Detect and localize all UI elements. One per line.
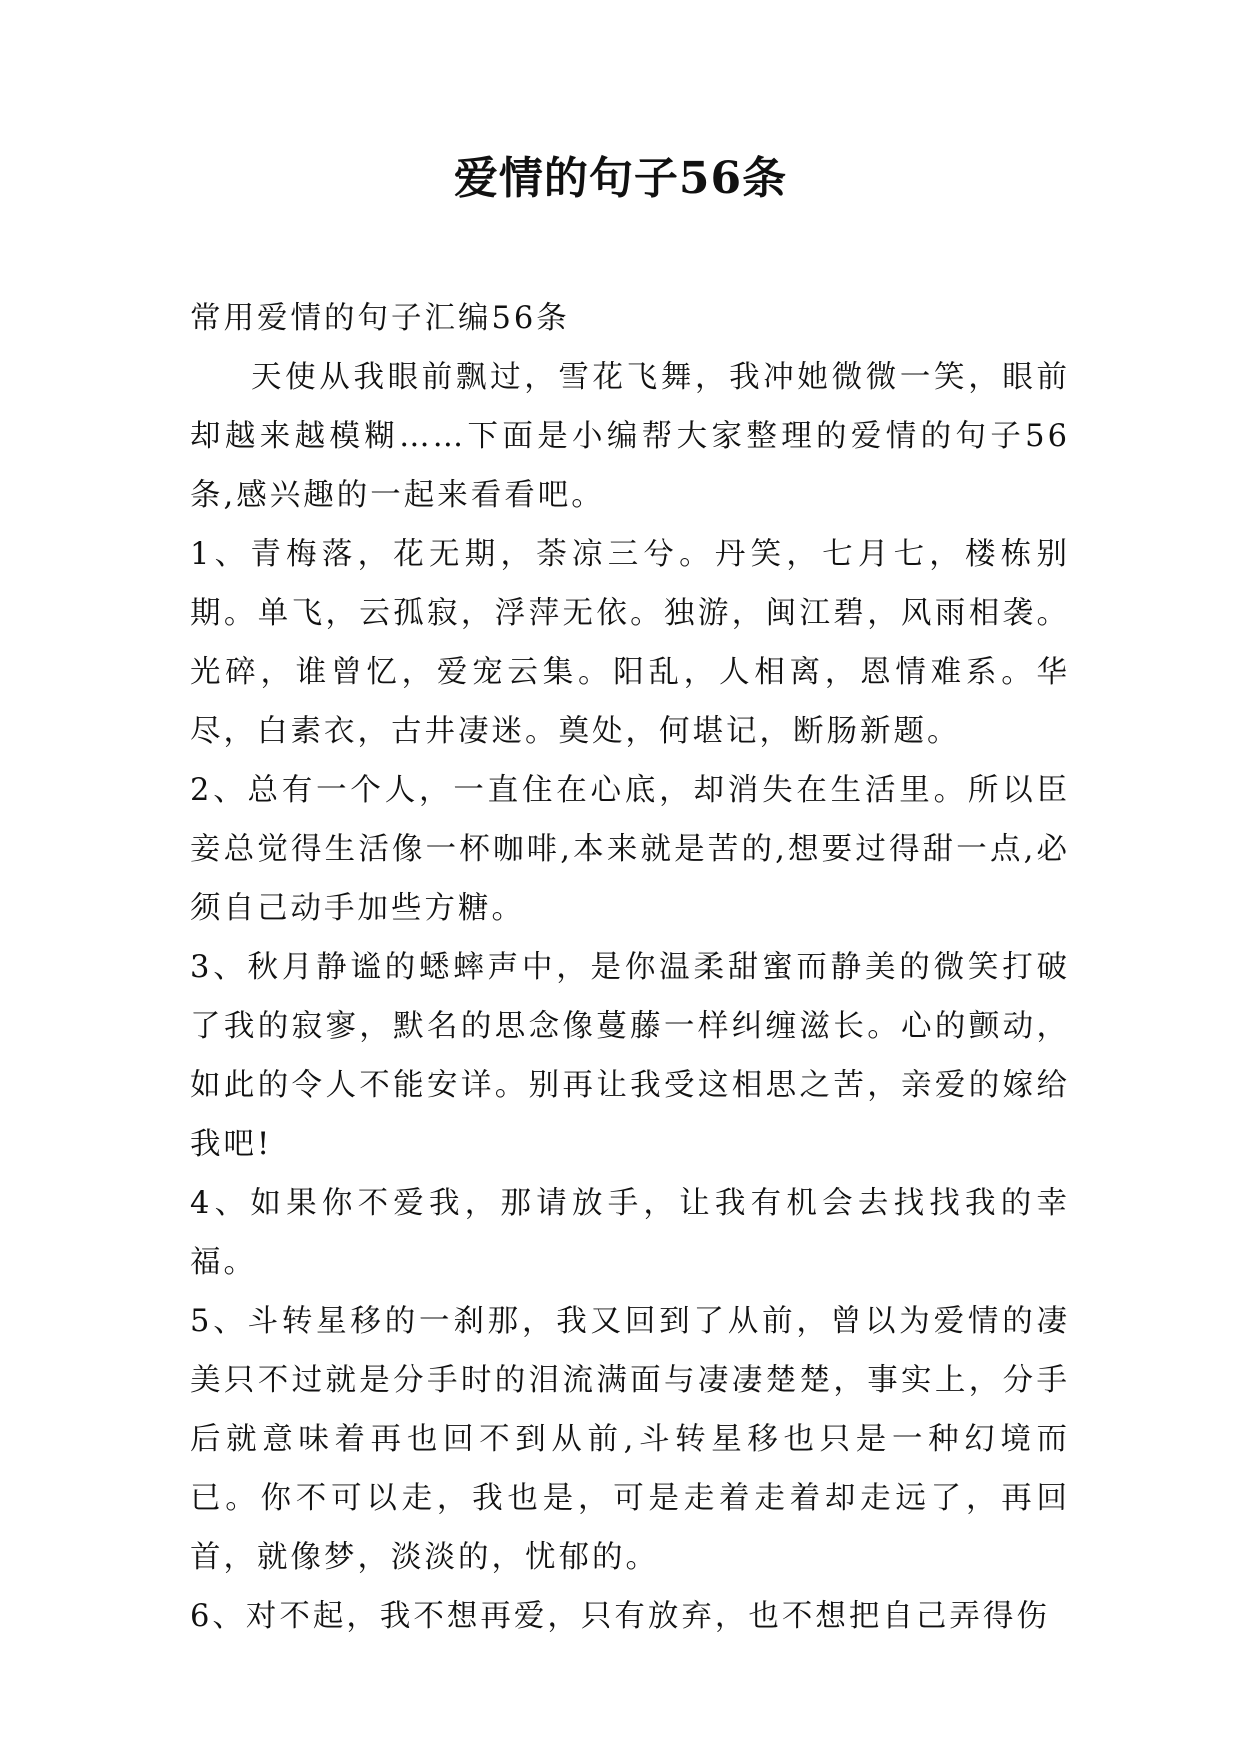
document-body (190, 289, 1070, 1646)
list-item: 1、青梅落，花无期，荼凉三兮。丹笑，七月七，楼栋别期。单飞，云孤寂，浮萍无依。独游，闽江碧，风雨相袭。光碎，谁曾忆，爱宠云集。阳乱，人相离，恩情难系。华尽，白素衣，古井凄迷。奠处，何堪记，断肠新题。 (190, 537, 1070, 749)
list-item: 6、对不起，我不想再爱，只有放弃，也不想把自己弄得伤 (190, 1599, 1050, 1634)
list-item: 2、总有一个人，一直住在心底，却消失在生活里。所以臣妾总觉得生活像一杯咖啡,本来就是苦的,想要过得甜一点,必须自己动手加些方糖。 (190, 773, 1070, 926)
document-title: 爱情的句子56条 (453, 153, 788, 204)
list-item: 4、如果你不爱我，那请放手，让我有机会去找找我的幸福。 (190, 1186, 1070, 1280)
list-item: 3、秋月静谧的蟋蟀声中，是你温柔甜蜜而静美的微笑打破了我的寂寥，默名的思念像蔓藤一样纠缠滋长。心的颤动，如此的令人不能安详。别再让我受这相思之苦，亲爱的嫁给我吧! (190, 950, 1070, 1162)
document-subtitle: 常用爱情的句子汇编56条 (190, 301, 570, 336)
intro-paragraph: 天使从我眼前飘过，雪花飞舞，我冲她微微一笑，眼前却越来越模糊……下面是小编帮大家整理的爱情的句子56条,感兴趣的一起来看看吧。 (190, 360, 1070, 513)
list-item: 5、斗转星移的一刹那，我又回到了从前，曾以为爱情的凄美只不过就是分手时的泪流满面与凄凄楚楚，事实上，分手后就意味着再也回不到从前,斗转星移也只是一种幻境而已。你不可以走，我也是，可是走着走着却走远了，再回首，就像梦，淡淡的，忧郁的。 (190, 1304, 1070, 1575)
